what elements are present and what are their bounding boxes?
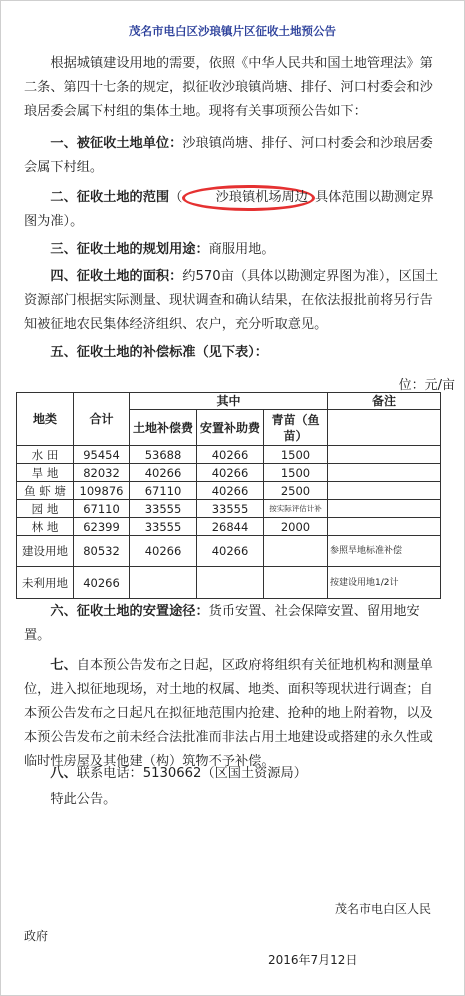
cell-type: 园 地 — [17, 500, 74, 518]
header-group: 其中 — [130, 393, 328, 410]
cell-land: 40266 — [130, 536, 197, 567]
section-4 — [24, 265, 444, 337]
section-1 — [24, 132, 444, 180]
cell-total: 62399 — [74, 518, 130, 536]
cell-type: 旱 地 — [17, 464, 74, 482]
cell-type: 水 田 — [17, 446, 74, 464]
header-crop: 青苗（鱼苗） — [264, 410, 328, 446]
header-type: 地类 — [17, 393, 74, 446]
section-3 — [24, 238, 444, 262]
section-6-body: 货币安置、社会保障安置、留用地安置。 — [24, 604, 420, 643]
table-row — [17, 567, 441, 599]
closing-line: 特此公告。 — [50, 792, 117, 807]
compensation-table — [16, 392, 441, 599]
cell-land: 33555 — [130, 500, 197, 518]
table-row — [17, 536, 441, 567]
cell-note — [328, 446, 441, 464]
cell-resettle: 40266 — [197, 464, 264, 482]
cell-resettle: 26844 — [197, 518, 264, 536]
table-row — [17, 500, 441, 518]
cell-land: 67110 — [130, 482, 197, 500]
cell-note — [328, 464, 441, 482]
section-6-heading: 六、征收土地的安置途径： — [50, 604, 209, 619]
cell-total: 109876 — [74, 482, 130, 500]
section-1-heading: 一、被征收土地单位： — [50, 136, 183, 151]
section-8 — [24, 762, 444, 786]
section-2 — [24, 186, 444, 234]
section-8-heading: 八、 — [50, 766, 77, 781]
cell-crop: 1500 — [264, 446, 328, 464]
cell-resettle: 33555 — [197, 500, 264, 518]
section-7-body: 自本预公告发布之日起，区政府将组织有关征地机构和测量单位，进入拟征地现场，对土地的权属、地类、面积等现状进行调查；自本预公告发布之日起凡在拟征地范围内抢建、抢种的地上附着物，以及本预公告发布之前未经合法批准而非法占用土地建设或搭建的永久性或临时性房屋及其他建（构）筑物不予补偿。 — [24, 658, 433, 769]
table-row — [17, 464, 441, 482]
cell-crop: 2000 — [264, 518, 328, 536]
cell-land: 40266 — [130, 464, 197, 482]
section-4-heading: 四、征收土地的面积： — [50, 269, 183, 284]
section-2-body: 具体范围以勘测定界图为准）。 — [24, 190, 434, 229]
cell-land: 33555 — [130, 518, 197, 536]
section-8-body: 联系电话：5130662（区国土资源局） — [76, 766, 307, 781]
cell-crop: 按实际评估计补 — [264, 500, 328, 518]
cell-note: 按建设用地1/2计 — [328, 567, 441, 599]
highlighted-scope: 沙琅镇机场周边 — [182, 185, 315, 211]
signature-org-line1: 茂名市电白区人民 — [335, 902, 432, 916]
cell-type: 未利用地 — [17, 567, 74, 599]
header-note: 备注 — [328, 393, 441, 410]
section-7-heading: 七、 — [50, 658, 77, 673]
cell-crop: 1500 — [264, 464, 328, 482]
signature-org-line2: 政府 — [24, 929, 49, 943]
cell-crop: 2500 — [264, 482, 328, 500]
cell-crop — [264, 567, 328, 599]
section-5-heading: 五、征收土地的补偿标准（见下表）： — [50, 345, 268, 360]
section-6 — [24, 600, 444, 648]
cell-resettle: 40266 — [197, 446, 264, 464]
cell-total: 67110 — [74, 500, 130, 518]
intro-paragraph: 根据城镇建设用地的需要，依照《中华人民共和国土地管理法》第二条、第四十七条的规定，拟征收沙琅镇尚塘、排仔、河口村委会和沙琅居委会属下村组的集体土地。现将有关事项预公告如下： — [24, 56, 433, 119]
cell-total: 95454 — [74, 446, 130, 464]
page-title: 茂名市电白区沙琅镇片区征收土地预公告 — [129, 24, 336, 38]
cell-note — [328, 500, 441, 518]
cell-type: 建设用地 — [17, 536, 74, 567]
cell-resettle: 40266 — [197, 482, 264, 500]
section-2-heading: 二、征收土地的范围 — [50, 190, 170, 205]
section-7 — [24, 654, 444, 774]
cell-land — [130, 567, 197, 599]
header-resettle: 安置补助费 — [197, 410, 264, 446]
section-2-paren: （ — [169, 190, 183, 205]
cell-type: 鱼 虾 塘 — [17, 482, 74, 500]
header-total: 合计 — [74, 393, 130, 446]
cell-note: 参照旱地标准补偿 — [328, 536, 441, 567]
section-3-heading: 三、征收土地的规划用途： — [50, 242, 209, 257]
header-land: 土地补偿费 — [130, 410, 197, 446]
cell-total: 40266 — [74, 567, 130, 599]
table-row — [17, 482, 441, 500]
cell-resettle: 40266 — [197, 536, 264, 567]
cell-type: 林 地 — [17, 518, 74, 536]
section-3-body: 商服用地。 — [208, 242, 275, 257]
cell-crop — [264, 536, 328, 567]
section-1-body: 沙琅镇尚塘、排仔、河口村委会和沙琅居委会属下村组。 — [24, 136, 433, 175]
unit-label: 位：元/亩 — [398, 378, 455, 393]
cell-land: 53688 — [130, 446, 197, 464]
section-5 — [24, 341, 444, 365]
table-row — [17, 518, 441, 536]
cell-total: 80532 — [74, 536, 130, 567]
table-row — [17, 446, 441, 464]
cell-resettle — [197, 567, 264, 599]
cell-note — [328, 518, 441, 536]
signature-date: 2016年7月12日 — [268, 953, 358, 967]
cell-total: 82032 — [74, 464, 130, 482]
cell-note — [328, 482, 441, 500]
header-note-blank — [328, 410, 441, 446]
section-4-body: 约570亩（具体以勘测定界图为准），区国土资源部门根据实际测量、现状调查和确认结果，在依法报批前将另行告知被征地农民集体经济组织、农户，充分听取意见。 — [24, 269, 439, 332]
